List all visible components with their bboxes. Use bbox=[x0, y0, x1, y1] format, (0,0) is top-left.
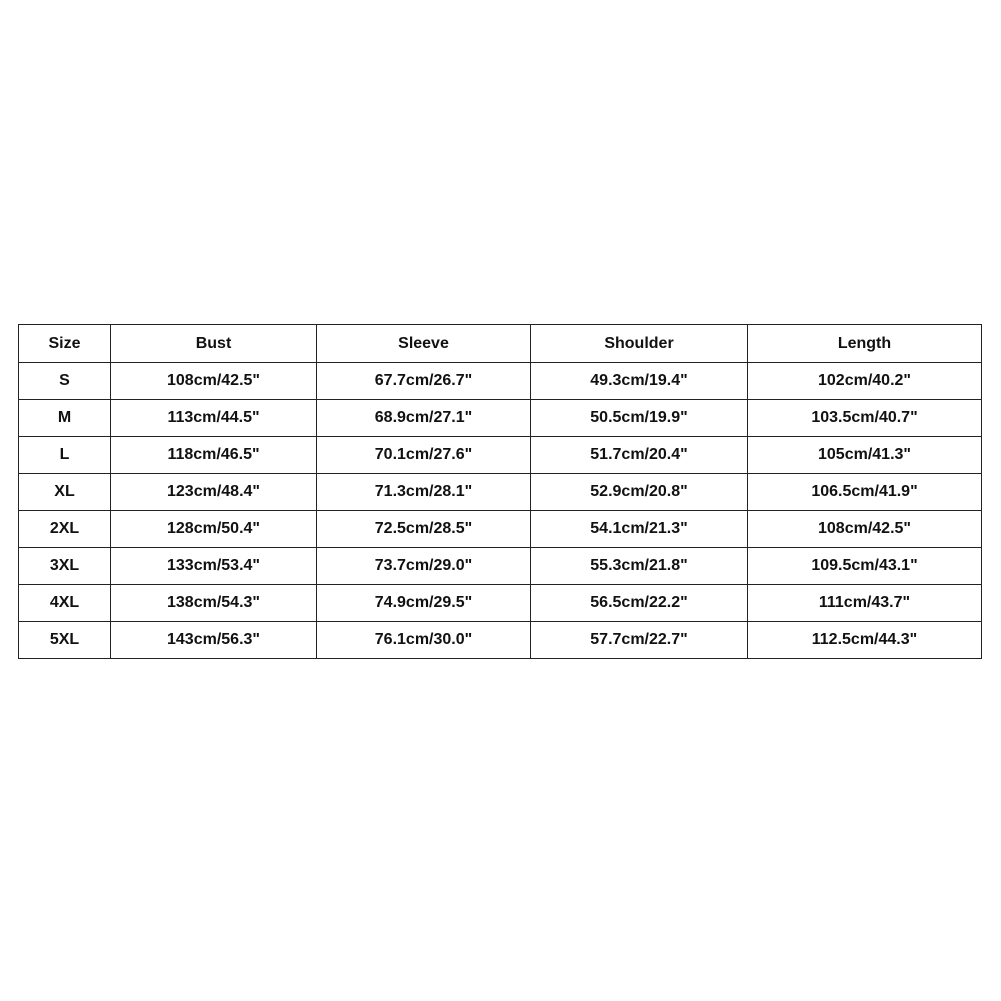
cell-shoulder: 56.5cm/22.2" bbox=[531, 585, 748, 622]
cell-sleeve: 72.5cm/28.5" bbox=[317, 511, 531, 548]
table-row bbox=[19, 363, 982, 400]
cell-bust: 123cm/48.4" bbox=[111, 474, 317, 511]
table-row bbox=[19, 511, 982, 548]
cell-shoulder: 52.9cm/20.8" bbox=[531, 474, 748, 511]
cell-length: 112.5cm/44.3" bbox=[748, 622, 982, 659]
cell-bust: 113cm/44.5" bbox=[111, 400, 317, 437]
cell-shoulder: 55.3cm/21.8" bbox=[531, 548, 748, 585]
cell-size: 3XL bbox=[19, 548, 111, 585]
cell-bust: 143cm/56.3" bbox=[111, 622, 317, 659]
size-chart-header bbox=[19, 325, 982, 363]
cell-length: 105cm/41.3" bbox=[748, 437, 982, 474]
table-row bbox=[19, 474, 982, 511]
cell-bust: 128cm/50.4" bbox=[111, 511, 317, 548]
cell-bust: 108cm/42.5" bbox=[111, 363, 317, 400]
cell-shoulder: 57.7cm/22.7" bbox=[531, 622, 748, 659]
cell-size: L bbox=[19, 437, 111, 474]
cell-length: 106.5cm/41.9" bbox=[748, 474, 982, 511]
cell-bust: 133cm/53.4" bbox=[111, 548, 317, 585]
cell-sleeve: 67.7cm/26.7" bbox=[317, 363, 531, 400]
cell-shoulder: 50.5cm/19.9" bbox=[531, 400, 748, 437]
cell-sleeve: 71.3cm/28.1" bbox=[317, 474, 531, 511]
cell-sleeve: 73.7cm/29.0" bbox=[317, 548, 531, 585]
cell-size: M bbox=[19, 400, 111, 437]
header-row bbox=[19, 325, 982, 363]
header-sleeve: Sleeve bbox=[317, 325, 531, 363]
cell-size: 4XL bbox=[19, 585, 111, 622]
cell-size: 5XL bbox=[19, 622, 111, 659]
cell-bust: 118cm/46.5" bbox=[111, 437, 317, 474]
table-row bbox=[19, 400, 982, 437]
size-chart-body bbox=[19, 363, 982, 659]
size-chart-table bbox=[18, 324, 982, 659]
cell-shoulder: 49.3cm/19.4" bbox=[531, 363, 748, 400]
header-shoulder: Shoulder bbox=[531, 325, 748, 363]
table-row bbox=[19, 585, 982, 622]
cell-shoulder: 54.1cm/21.3" bbox=[531, 511, 748, 548]
cell-shoulder: 51.7cm/20.4" bbox=[531, 437, 748, 474]
cell-length: 102cm/40.2" bbox=[748, 363, 982, 400]
cell-length: 108cm/42.5" bbox=[748, 511, 982, 548]
cell-length: 111cm/43.7" bbox=[748, 585, 982, 622]
cell-size: 2XL bbox=[19, 511, 111, 548]
cell-size: S bbox=[19, 363, 111, 400]
cell-length: 109.5cm/43.1" bbox=[748, 548, 982, 585]
header-bust: Bust bbox=[111, 325, 317, 363]
cell-sleeve: 68.9cm/27.1" bbox=[317, 400, 531, 437]
cell-sleeve: 74.9cm/29.5" bbox=[317, 585, 531, 622]
cell-sleeve: 76.1cm/30.0" bbox=[317, 622, 531, 659]
cell-size: XL bbox=[19, 474, 111, 511]
cell-bust: 138cm/54.3" bbox=[111, 585, 317, 622]
header-size: Size bbox=[19, 325, 111, 363]
table-row bbox=[19, 622, 982, 659]
cell-sleeve: 70.1cm/27.6" bbox=[317, 437, 531, 474]
table-row bbox=[19, 437, 982, 474]
cell-length: 103.5cm/40.7" bbox=[748, 400, 982, 437]
header-length: Length bbox=[748, 325, 982, 363]
table-row bbox=[19, 548, 982, 585]
